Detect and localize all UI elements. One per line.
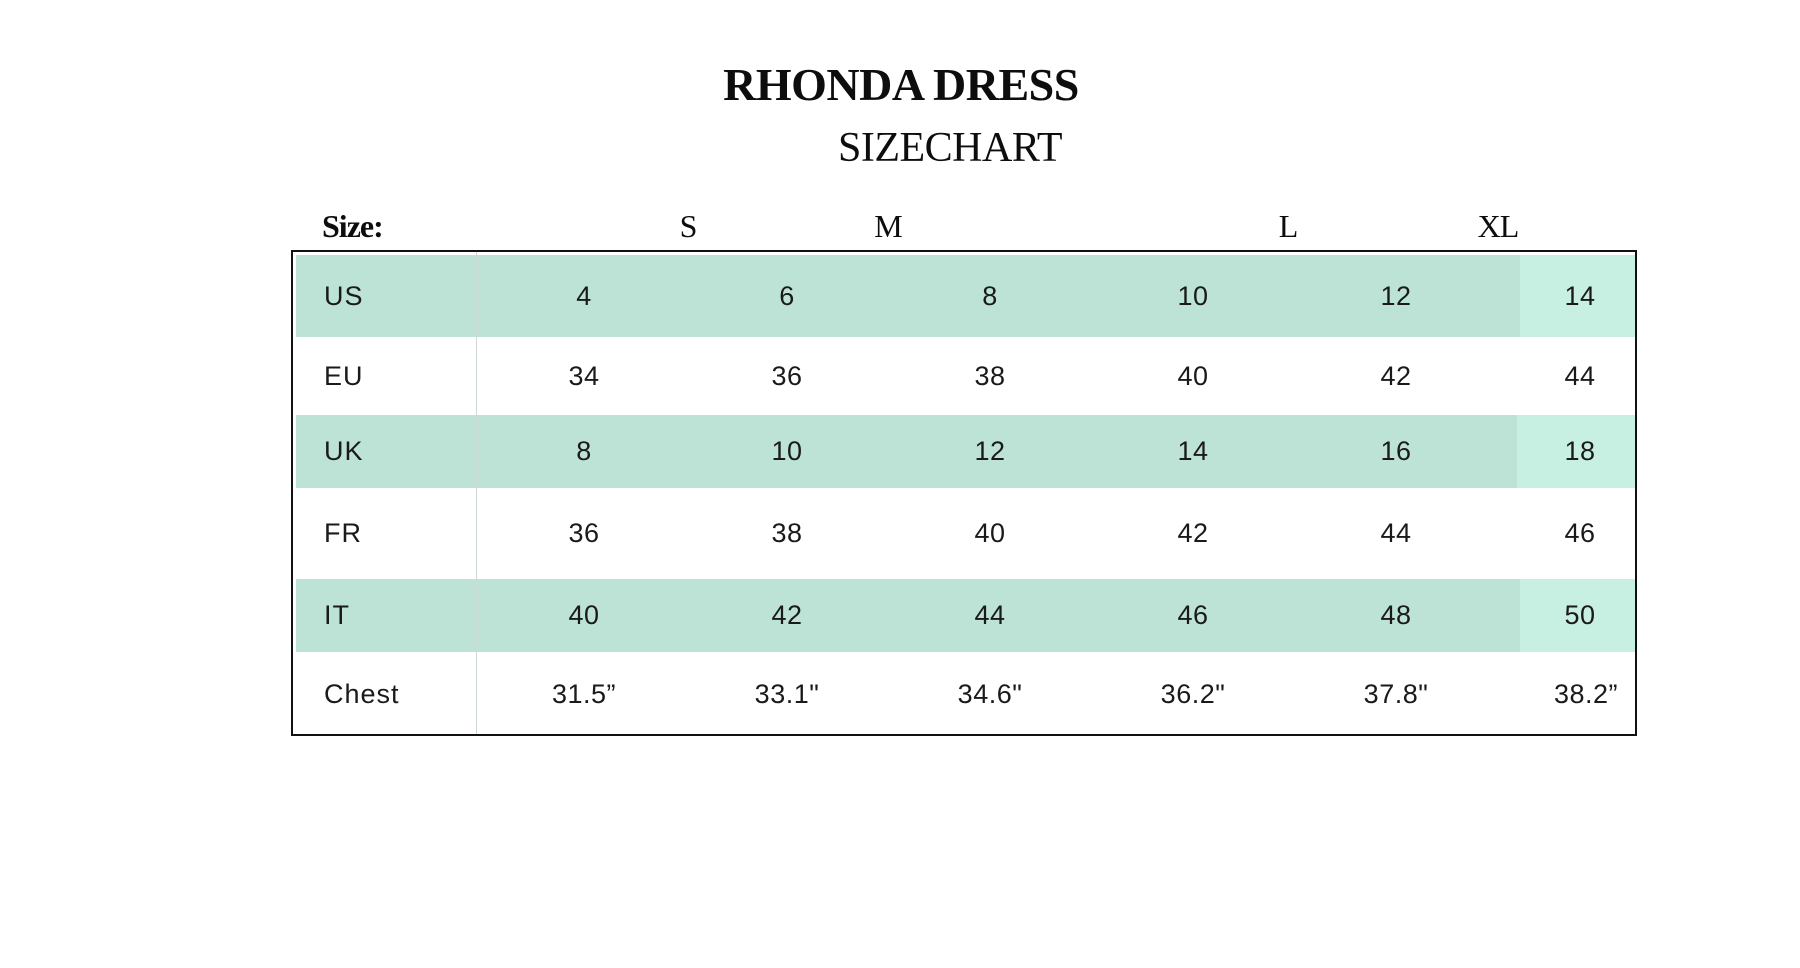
table-row-eu: [293, 337, 1635, 415]
cell-chest-1: 31.5”: [551, 678, 617, 709]
cell-it-6: 50: [1564, 600, 1596, 630]
cell-us-4: 10: [1177, 280, 1209, 311]
cell-us-5: 12: [1380, 280, 1412, 311]
cell-us-1: 4: [576, 280, 592, 311]
size-header-label: Size:: [322, 208, 383, 244]
table-row-fr: [293, 488, 1635, 579]
cell-it-4: 46: [1177, 600, 1209, 630]
cell-eu-5: 42: [1380, 360, 1412, 391]
cell-eu-2: 36: [771, 360, 803, 391]
cell-uk-2: 10: [771, 436, 803, 466]
cell-eu-6: 44: [1564, 360, 1596, 391]
cell-uk-6: 18: [1564, 436, 1596, 466]
cell-us-2: 6: [779, 280, 795, 311]
cell-it-3: 44: [974, 600, 1006, 630]
cell-uk-3: 12: [974, 436, 1006, 466]
row-label-uk: UK: [324, 436, 364, 466]
cell-fr-6: 46: [1564, 518, 1596, 548]
cell-us-3: 8: [982, 280, 998, 311]
cell-chest-2: 33.1": [754, 678, 820, 709]
cell-fr-5: 44: [1380, 518, 1412, 548]
cell-it-5: 48: [1380, 600, 1412, 630]
cell-chest-3: 34.6": [957, 678, 1023, 709]
size-header-s: S: [679, 208, 697, 244]
row-label-it: IT: [324, 600, 350, 630]
cell-eu-1: 34: [568, 360, 600, 391]
cell-us-6: 14: [1564, 280, 1596, 311]
row-label-fr: FR: [324, 518, 362, 548]
table-row-us: [293, 255, 1635, 337]
row-label-eu: EU: [324, 360, 364, 391]
table-row-chest: [293, 652, 1635, 736]
cell-eu-4: 40: [1177, 360, 1209, 391]
size-header-m: M: [874, 208, 902, 244]
label-column-divider: [476, 252, 477, 734]
size-chart-table: [291, 250, 1637, 736]
cell-chest-5: 37.8": [1363, 678, 1429, 709]
cell-uk-1: 8: [576, 436, 592, 466]
chart-title: RHONDA DRESS: [723, 59, 1079, 110]
chart-subtitle: SIZECHART: [838, 125, 1062, 171]
row-label-us: US: [324, 280, 364, 311]
cell-uk-4: 14: [1177, 436, 1209, 466]
cell-it-2: 42: [771, 600, 803, 630]
cell-fr-4: 42: [1177, 518, 1209, 548]
size-header-l: L: [1278, 208, 1298, 244]
cell-eu-3: 38: [974, 360, 1006, 391]
cell-uk-5: 16: [1380, 436, 1412, 466]
size-header-xl: XL: [1477, 208, 1519, 244]
cell-fr-3: 40: [974, 518, 1006, 548]
cell-fr-1: 36: [568, 518, 600, 548]
cell-chest-4: 36.2": [1160, 678, 1226, 709]
cell-fr-2: 38: [771, 518, 803, 548]
table-row-it: [293, 579, 1635, 652]
cell-it-1: 40: [568, 600, 600, 630]
cell-chest-6: 38.2”: [1553, 678, 1619, 709]
row-label-chest: Chest: [324, 678, 400, 709]
table-row-uk: [293, 415, 1635, 488]
